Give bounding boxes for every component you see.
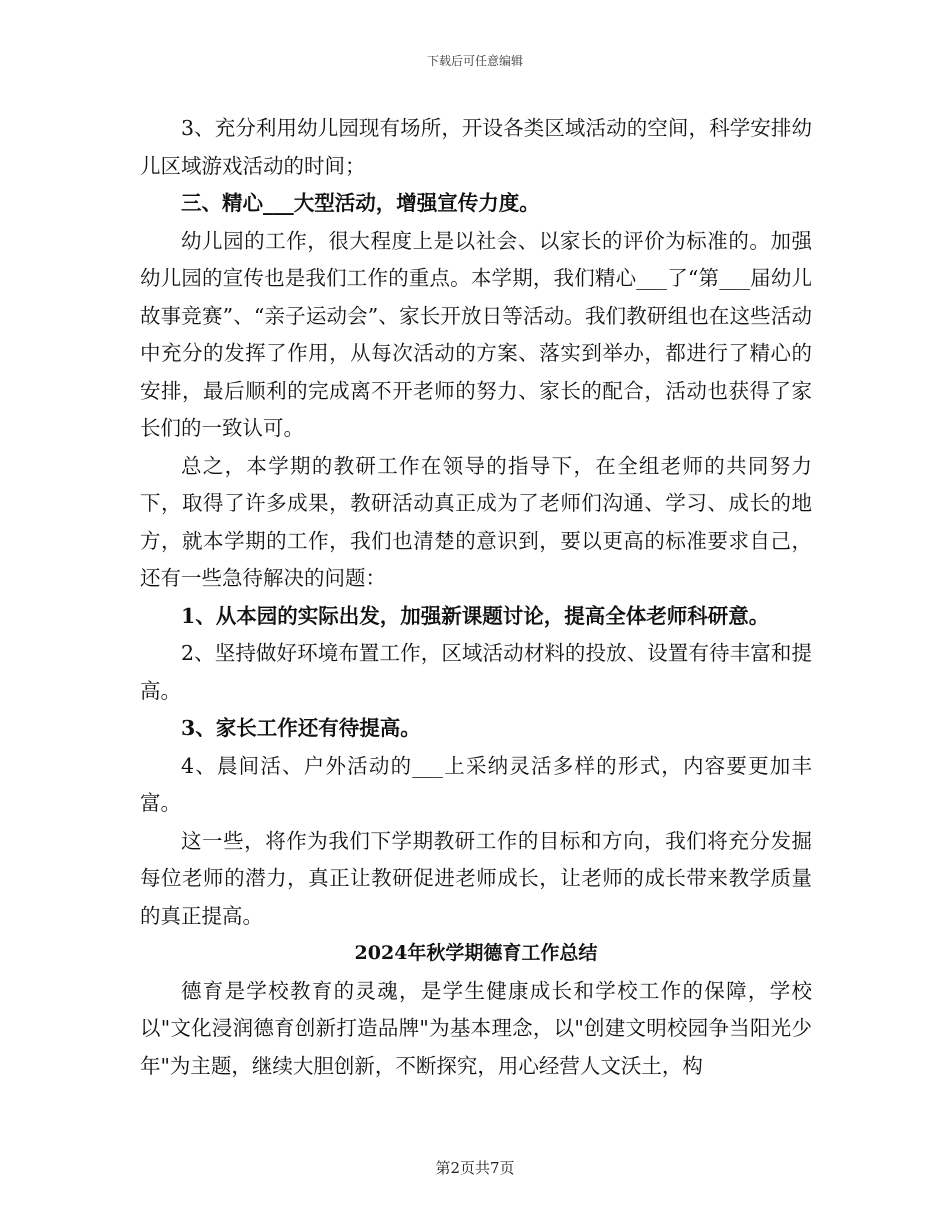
issue-item-2: 2、坚持做好环境布置工作，区域活动材料的投放、设置有待丰富和提高。 (140, 641, 812, 703)
paragraph-moral-education: 德育是学校教育的灵魂，是学生健康成长和学校工作的保障，学校以"文化浸润德育创新打造品牌"为基本理念，以"创建文明校园争当阳光少年"为主题，继续大胆创新，不断探究，用心经营人文沃土，构 (140, 978, 812, 1078)
paragraph-publicity: 幼儿园的工作，很大程度上是以社会、以家长的评价为标准的。加强幼儿园的宣传也是我们工作的重点。本学期，我们精心___了“第___届幼儿故事竞赛”、“亲子运动会”、家长开放日等活动。我们教研组也在这些活动中充分的发挥了作用，从每次活动的方案、落实到举办，都进行了精心的安排，最后顺利的完成离不开老师的努力、家长的配合，活动也获得了家长们的一致认可。 (140, 228, 812, 440)
document-body (140, 110, 812, 1085)
section-heading-3: 三、精心___大型活动，增强宣传力度。 (181, 191, 540, 215)
page-header-note: 下载后可任意编辑 (426, 54, 523, 68)
page-number: 第2页共7页 (435, 1159, 515, 1177)
section-title: 2024年秋学期德育工作总结 (354, 942, 598, 964)
issue-item-3: 3、家长工作还有待提高。 (181, 716, 421, 740)
issue-item-4: 4、晨间活、户外活动的___上采纳灵活多样的形式，内容要更加丰富。 (140, 753, 812, 815)
paragraph-item-3: 3、充分利用幼儿园现有场所，开设各类区域活动的空间，科学安排幼儿区域游戏活动的时间； (140, 116, 812, 178)
issue-item-1: 1、从本园的实际出发，加强新课题讨论，提高全体老师科研意。 (181, 603, 770, 628)
paragraph-summary: 总之，本学期的教研工作在领导的指导下，在全组老师的共同努力下，取得了许多成果，教研活动真正成为了老师们沟通、学习、成长的地方，就本学期的工作，我们也清楚的意识到，要以更高的标准要求自己，还有一些急待解决的问题： (140, 453, 812, 590)
paragraph-conclusion: 这一些，将作为我们下学期教研工作的目标和方向，我们将充分发掘每位老师的潜力，真正让教研促进老师成长，让老师的成长带来教学质量的真正提高。 (140, 828, 812, 928)
